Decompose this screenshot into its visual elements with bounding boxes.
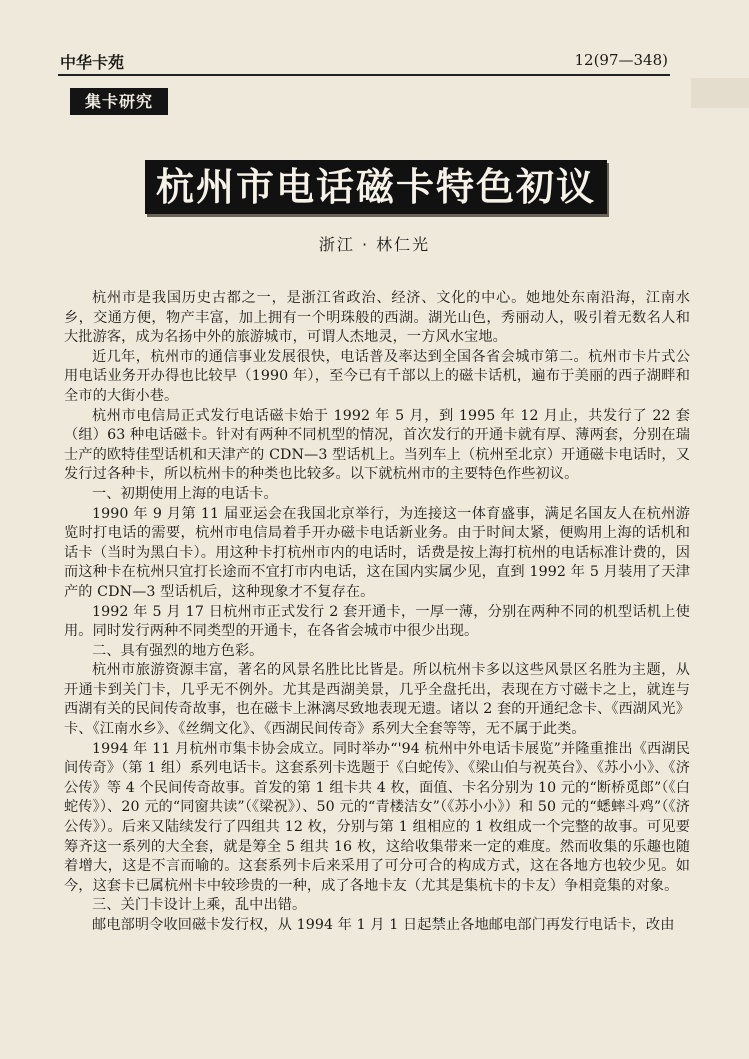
section-heading: 二、具有强烈的地方色彩。: [92, 642, 264, 659]
running-header: [58, 50, 694, 74]
issue-number: 12(97—348): [574, 51, 668, 69]
section-heading: 三、关门卡设计上乘，乱中出错。: [92, 897, 307, 914]
paragraph: 1992 年 5 月 17 日杭州市正式发行 2 套开通卡，一厚一薄，分别在两种不同的机型话机上使用。同时发行两种不同类型的开通卡，在各省会城市中很少出现。: [64, 603, 690, 640]
section-heading: 一、初期使用上海的电话卡。: [92, 485, 278, 502]
paragraph: 邮电部明令收回磁卡发行权，从 1994 年 1 月 1 日起禁止各地邮电部门再发行电话卡，改由: [92, 917, 675, 933]
paragraph: 1994 年 11 月杭州市集卡协会成立。同时举办“'94 杭州中外电话卡展览”并隆重推出《西湖民间传奇》（第 1 组）系列电话卡。这套系列卡选题于《白蛇传》、《梁山伯与祝英台》、《苏小小》、《济公传》等 4 个民间传奇故事。首发的第 1 组卡共 4 枚，面值、卡名分别为 10 元的“断桥觅郎”（《白蛇传》）、20 元的“同窗共读”（《梁祝》）、50 元的“青楼洁女”（《苏小小》）和 50 元的“蟋蟀斗鸡”（《济公传》）。后来又陆续发行了四组共 12 枚，分别与第 1 组相应的 1 枚组成一个完整的故事。可见要筹齐这一系列的大全套，就是筹全 5 组共 16 枚，这给收集带来一定的难度。然而收集的乐趣也随着增大，这是不言而喻的。这套系列卡后来采用了可分可合的构成方式，这在各地方也较少见。如今，这套卡已属杭州卡中较珍贵的一种，成了各地卡友（尤其是集杭卡的卡友）争相竞集的对象。: [64, 740, 690, 894]
author-byline: 浙江 · 林仁光: [318, 235, 431, 254]
header-rule: [58, 74, 670, 76]
paragraph: 杭州市旅游资源丰富，著名的风景名胜比比皆是。所以杭州卡多以这些风景区名胜为主题，从开通卡到关门卡，几乎无不例外。尤其是西湖美景，几乎全盘托出，表现在方寸磁卡之上，就连与西湖有关的民间传奇故事，也在磁卡上淋漓尽致地表现无遗。诸以 2 套的开通纪念卡、《西湖风光》卡、《江南水乡》、《丝绸文化》、《西湖民间传奇》系列大全套等等，无不属于此类。: [64, 662, 690, 738]
article-title: 杭州市电话磁卡特色初议: [145, 160, 607, 214]
paragraph: 近几年，杭州市的通信事业发展很快，电话普及率达到全国各省会城市第二。杭州市卡片式公用电话业务开办得也比较早（1990 年），至今已有千部以上的磁卡话机，遍布于美丽的西子湖畔和全市的大街小巷。: [64, 348, 690, 404]
article-body: [64, 289, 690, 936]
magazine-name: 中华卡苑: [60, 53, 125, 72]
paragraph: 1990 年 9 月第 11 届亚运会在我国北京举行，为连接这一体育盛事，满足名国友人在杭州游览时打电话的需要，杭州市电信局着手开办磁卡电话新业务。由于时间太紧，便购用上海的话机和话卡（当时为黑白卡）。用这种卡打杭州市内的电话时，话费是按上海打杭州的电话标准计费的，因而这种卡在杭州只宜打长途而不宜打市内电话，这在国内实属少见，直到 1992 年 5 月装用了天津产的 CDN—3 型话机后，这种现象才不复存在。: [64, 505, 690, 600]
paragraph: 杭州市是我国历史古都之一，是浙江省政治、经济、文化的中心。她地处东南沿海，江南水乡，交通方便，物产丰富，加上拥有一个明珠般的西湖。湖光山色，秀丽动人，吸引着无数名人和大批游客，成为名扬中外的旅游城市，可谓人杰地灵，一方风水宝地。: [64, 290, 690, 346]
bleed-through-mark: [691, 78, 749, 108]
paragraph: 杭州市电信局正式发行电话磁卡始于 1992 年 5 月，到 1995 年 12 月止，共发行了 22 套（组）63 种电话磁卡。针对有两种不同机型的情况，首次发行的开通卡就有厚、薄两套，分别在瑞士产的欧特佳型话机和天津产的 CDN—3 型话机上。当列车上（杭州至北京）开通磁卡电话时，又发行过各种卡，所以杭州卡的种类也比较多。以下就杭州市的主要特色作些初议。: [64, 407, 690, 483]
column-tag: 集卡研究: [70, 88, 168, 115]
